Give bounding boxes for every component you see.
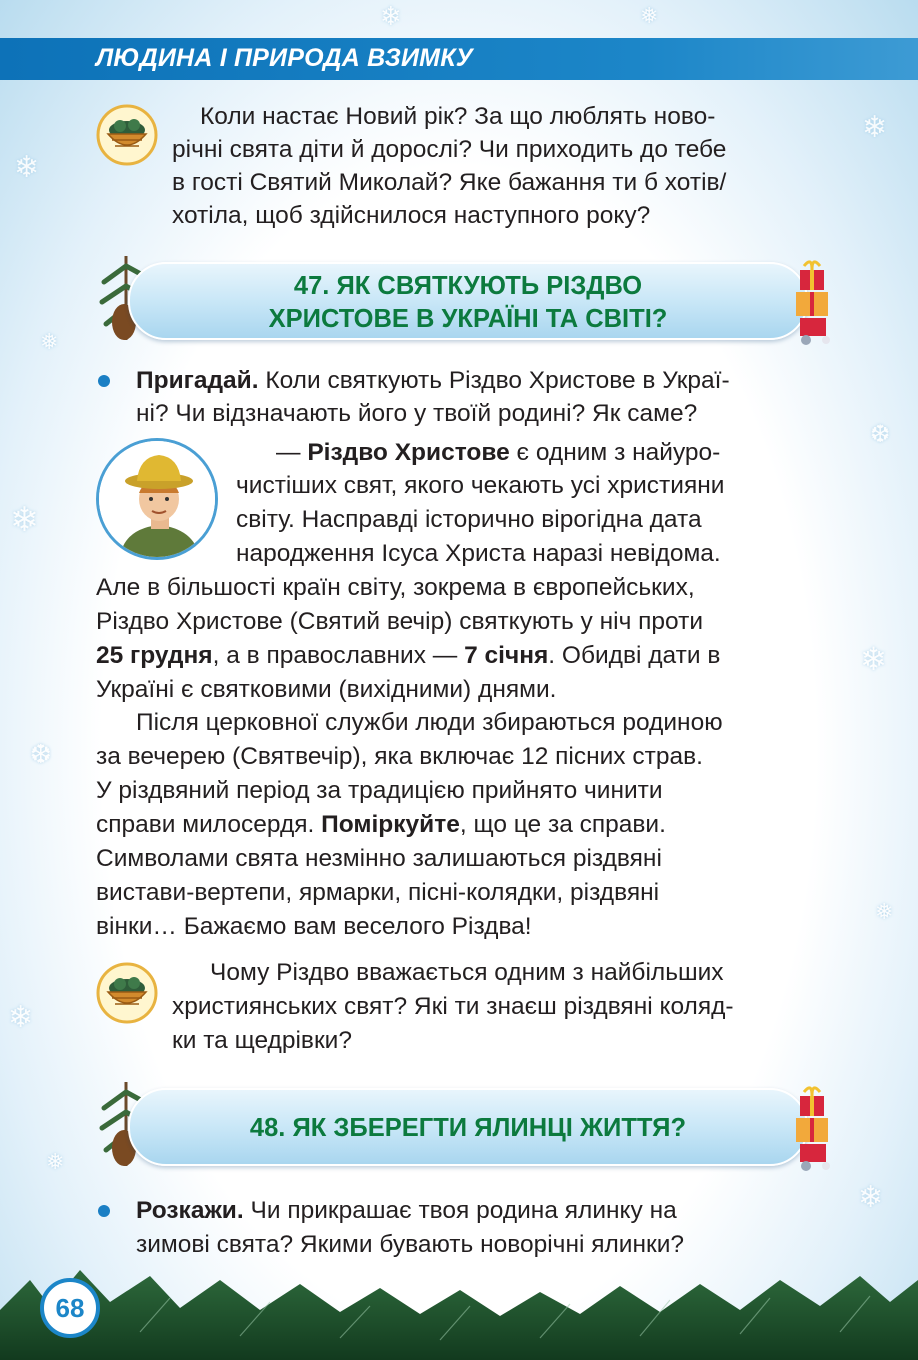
intro-line-4: хотіла, щоб здійснилося наступного року? xyxy=(172,202,651,229)
lesson-48-title: 48. ЯК ЗБЕРЕГТИ ЯЛИНЦІ ЖИТТЯ? xyxy=(249,1114,687,1142)
lesson-47-banner xyxy=(128,262,808,340)
boy-in-hat-icon xyxy=(99,441,218,560)
recall-line-2: ні? Чи відзначають його у твоїй родині? Як саме? xyxy=(136,400,698,427)
date-january-7: 7 січня xyxy=(464,642,549,669)
page-number: 68 xyxy=(40,1278,100,1338)
main-line-6: Різдво Христове (Святий вечір) святкують у ніч проти xyxy=(96,608,704,635)
chapter-title: ЛЮДИНА І ПРИРОДА ВЗИМКУ xyxy=(96,44,473,72)
question-line-3: ки та щедрівки? xyxy=(172,1027,352,1054)
second-line-4 xyxy=(96,808,838,842)
second-line-6: вистави-вертепи, ярмарки, пісні-колядки, різдвяні xyxy=(96,879,660,906)
main-term: Різдво Христове xyxy=(307,439,510,466)
main-line-1-rest: є одним з найуро- xyxy=(509,439,721,466)
question-line-1: Чому Різдво вважається одним з найбільших xyxy=(210,959,724,986)
lesson-48-banner xyxy=(128,1088,808,1166)
chapter-header xyxy=(0,38,918,80)
main-line-2: чистіших свят, якого чекають усі християни xyxy=(236,472,725,499)
recall-text: Коли святкують Різдво Христове в Украї- xyxy=(258,367,730,394)
main-line-4: народження Ісуса Христа наразі невідома. xyxy=(236,540,721,567)
intro-line-2: річні свята діти й дорослі? Чи приходить до тебе xyxy=(172,136,727,163)
snowflake-icon: ❅ xyxy=(640,4,659,29)
snowflake-icon: ❅ xyxy=(46,1150,65,1175)
main-line-5: Але в більшості країн світу, зокрема в європейських, xyxy=(96,574,695,601)
lesson-47-title-line-1: 47. ЯК СВЯТКУЮТЬ РІЗДВО xyxy=(293,272,643,300)
second-line-7: вінки… Бажаємо вам веселого Різдва! xyxy=(96,913,532,940)
snowflake-icon: ❄ xyxy=(860,640,887,678)
snowflake-icon: ❄ xyxy=(8,1000,34,1035)
snowflake-icon: ❆ xyxy=(30,740,52,770)
snowflake-icon: ❆ xyxy=(870,420,891,448)
consider-label: Поміркуйте xyxy=(321,811,460,838)
snowflake-icon: ❄ xyxy=(858,1180,884,1215)
second-line-2: за вечерею (Святвечір), яка включає 12 пісних страв. xyxy=(96,743,703,770)
recall-line-1 xyxy=(136,364,838,398)
tell-label: Розкажи. xyxy=(136,1197,244,1224)
main-line-7 xyxy=(96,639,838,673)
snowflake-icon: ❄ xyxy=(862,110,888,145)
main-dash: — xyxy=(276,439,308,466)
intro-line-3: в гості Святий Миколай? Яке бажання ти б хотів/ xyxy=(172,169,727,196)
second-line-5: Символами свята незмінно залишаються різдвяні xyxy=(96,845,662,872)
second-line-3: У різдвяний період за традицією прийнято чинити xyxy=(96,777,663,804)
boy-character-avatar xyxy=(96,438,218,560)
basket-icon xyxy=(96,962,158,1024)
spruce-branches-footer xyxy=(0,1240,918,1360)
lesson-47-title-line-2: ХРИСТОВЕ В УКРАЇНІ ТА СВІТІ? xyxy=(268,305,668,333)
snowflake-icon: ❄ xyxy=(380,2,402,32)
main-line-3: світу. Насправді історично вірогідна дата xyxy=(236,506,702,533)
tell-line-2: зимові свята? Якими бувають новорічні ялинки? xyxy=(136,1231,685,1258)
main-line-8: Україні є святковими (вихідними) днями. xyxy=(96,676,557,703)
question-line-2: християнських свят? Які ти знаєш різдвяні коляд- xyxy=(172,993,734,1020)
date-december-25: 25 грудня xyxy=(96,642,213,669)
second-line-4-end: , що це за справи. xyxy=(459,811,666,838)
snowflake-icon: ❅ xyxy=(875,900,894,925)
snowflake-icon: ❄ xyxy=(14,150,40,185)
second-line-1: Після церковної служби люди збираються родиною xyxy=(136,709,723,736)
recall-label: Пригадай. xyxy=(136,367,259,394)
gift-boxes-icon xyxy=(782,252,840,348)
main-line-1 xyxy=(236,436,838,470)
intro-line-1: Коли настає Новий рік? За що люблять ново- xyxy=(200,103,716,130)
second-line-4-start: справи милосердя. xyxy=(96,811,322,838)
basket-icon xyxy=(96,104,158,166)
tell-text: Чи прикрашає твоя родина ялинку на xyxy=(243,1197,677,1224)
snowflake-icon: ❅ xyxy=(40,330,59,355)
snowflake-icon: ❄ xyxy=(10,500,39,540)
gift-boxes-icon xyxy=(782,1078,840,1174)
main-line-7-end: . Обидві дати в xyxy=(548,642,721,669)
bullet-marker xyxy=(98,375,110,387)
main-line-7-mid: , а в православних — xyxy=(212,642,465,669)
tell-line-1 xyxy=(136,1194,838,1228)
bullet-marker xyxy=(98,1205,110,1217)
